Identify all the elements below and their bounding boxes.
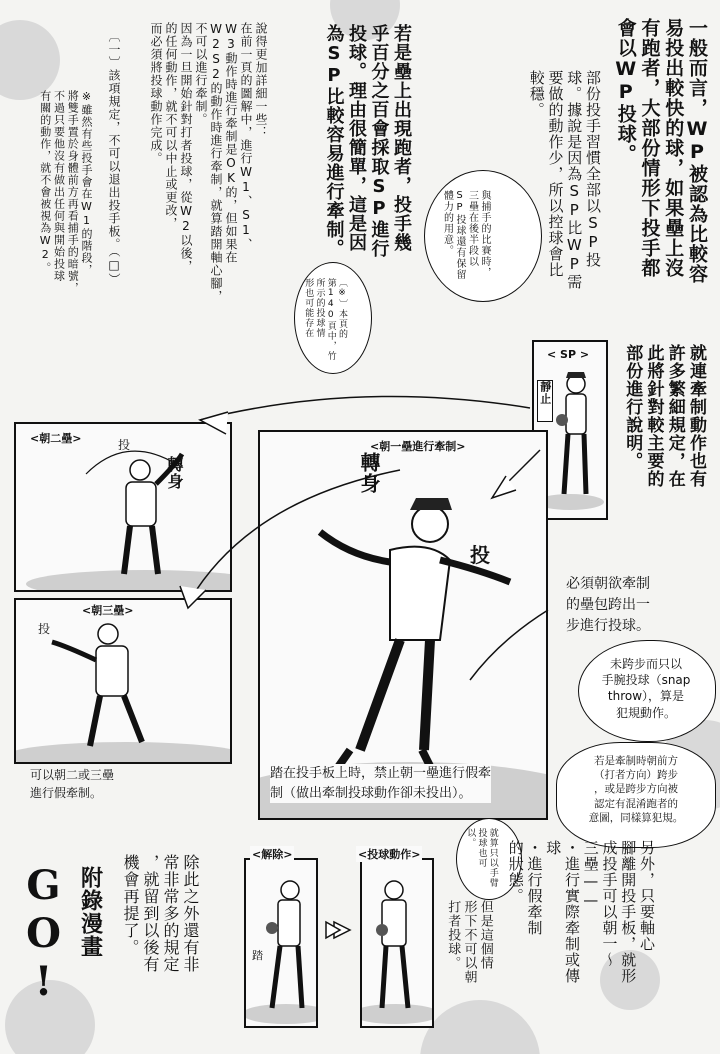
bubble-top-text: 與捕手的比賽時， 三壘在後半段以 SP投球還有保留 體力的用意。	[441, 190, 490, 280]
turn-sfx-first: 轉身	[357, 452, 381, 494]
sp-note-text: 就連牽制動作也有 許多繁細規定，在 此將針對較主要的 部份進行說明。	[622, 344, 706, 488]
second-label: <朝二壘>	[30, 432, 82, 445]
sp-label: < SP >	[547, 348, 590, 361]
final-text-c: 另外，只要軸心 腳離開投手板，就形 成投手可以朝一～ 三壘—— ・進行實際牽制或傳 球 ・進行假牽制 的狀態。	[506, 840, 656, 984]
bubble-small-text: 〔※〕本頁的 第140頁中，竹 所示的投球情 形也可能存在	[303, 278, 347, 361]
throw-sfx-first: 投	[470, 543, 490, 567]
throw-sfx-third: 投	[38, 622, 51, 636]
go-text: GO!	[20, 862, 67, 1006]
footnote-text: ※雖然有些投手會在W1的階段， 將雙手置於身體前方再看捕手的暗號， 不過只要他沒有做出任何與開始投球 有關的動作，就不會被視為W2。	[38, 90, 93, 294]
caption-main: 踏在投手板上時，禁止朝一壘進行假牽 制（做出牽制投球動作卻未投出）。	[270, 764, 491, 803]
rule-note: 〔一〕該項規定，不可以退出投手板。（□）	[107, 30, 121, 286]
appendix-text: 附錄漫畫	[77, 866, 103, 958]
intro-text: 一般而言，WP被認為比較容 易投出較快的球，如果壘上沒 有跑者，大部份情形下投手都 會以WP投球。	[614, 18, 708, 284]
first-pitcher-figure	[260, 432, 546, 818]
first-panel	[258, 430, 548, 820]
fake-note: 若是牽制時朝前方 （打者方向）跨步 ，或是跨步方向被 認定有混淆跑者的 意圖，同樣算犯規。	[588, 755, 684, 824]
pitch-bubble-text: 就算只以手臂 投球也可 以。	[465, 828, 498, 888]
sp-badge: 靜止	[537, 380, 553, 422]
snap-note: 未跨步而只以 手腕投球（snap throw），算是 犯規動作。	[601, 657, 691, 720]
throw-sfx: 投	[118, 438, 131, 452]
release-pitcher-figure	[246, 860, 316, 1026]
step-note: 必須朝欲牽制 的壘包跨出一 步進行投球。	[566, 576, 650, 634]
runner-text: 若是壘上出現跑者，投手幾 乎百分之百會採取SP進行 投球。理由很簡單，這是因 為SP比較容易進行牽制。	[323, 24, 412, 258]
pitch-pitcher-figure	[362, 860, 432, 1026]
release-sfx: 踏	[252, 949, 263, 962]
tone-dot	[0, 20, 60, 100]
final-text-a: 除此之外還有非 常非常多的規定 ，就留到以後有 機會再提了。	[121, 854, 200, 973]
caption-left: 可以朝二或三壘 進行假牽制。	[30, 768, 115, 800]
pitch-panel	[360, 858, 434, 1028]
release-label: <解除>	[252, 848, 293, 861]
turn-sfx: 轉身	[165, 456, 184, 490]
pitch-label: <投球動作>	[358, 848, 421, 861]
detail-text: 說得更加詳細一些： 在前一頁的圖解中，進行W1、S1、 W3動作時進行牽制是OK的，但如果在 W2S2的動作時進行牽制，就算踏開軸心腳， 不可以進行牽制。 因為一旦開始針對打者投球，從W2以後， 的任何動作，就不可以中止或更改， 而必須將投球動作完成。	[149, 22, 268, 303]
reason-text: 部份投手習慣全部以SP投 球。據說是因為SP比WP需 要做的動作少，所以控球會比 較穩。	[527, 70, 602, 290]
first-label: <朝一壘進行牽制>	[370, 440, 466, 453]
third-label: <朝三壘>	[82, 604, 134, 617]
final-text-b: 但是這個情 形下不可以朝 打者投球。	[445, 900, 493, 984]
release-panel	[244, 858, 318, 1028]
